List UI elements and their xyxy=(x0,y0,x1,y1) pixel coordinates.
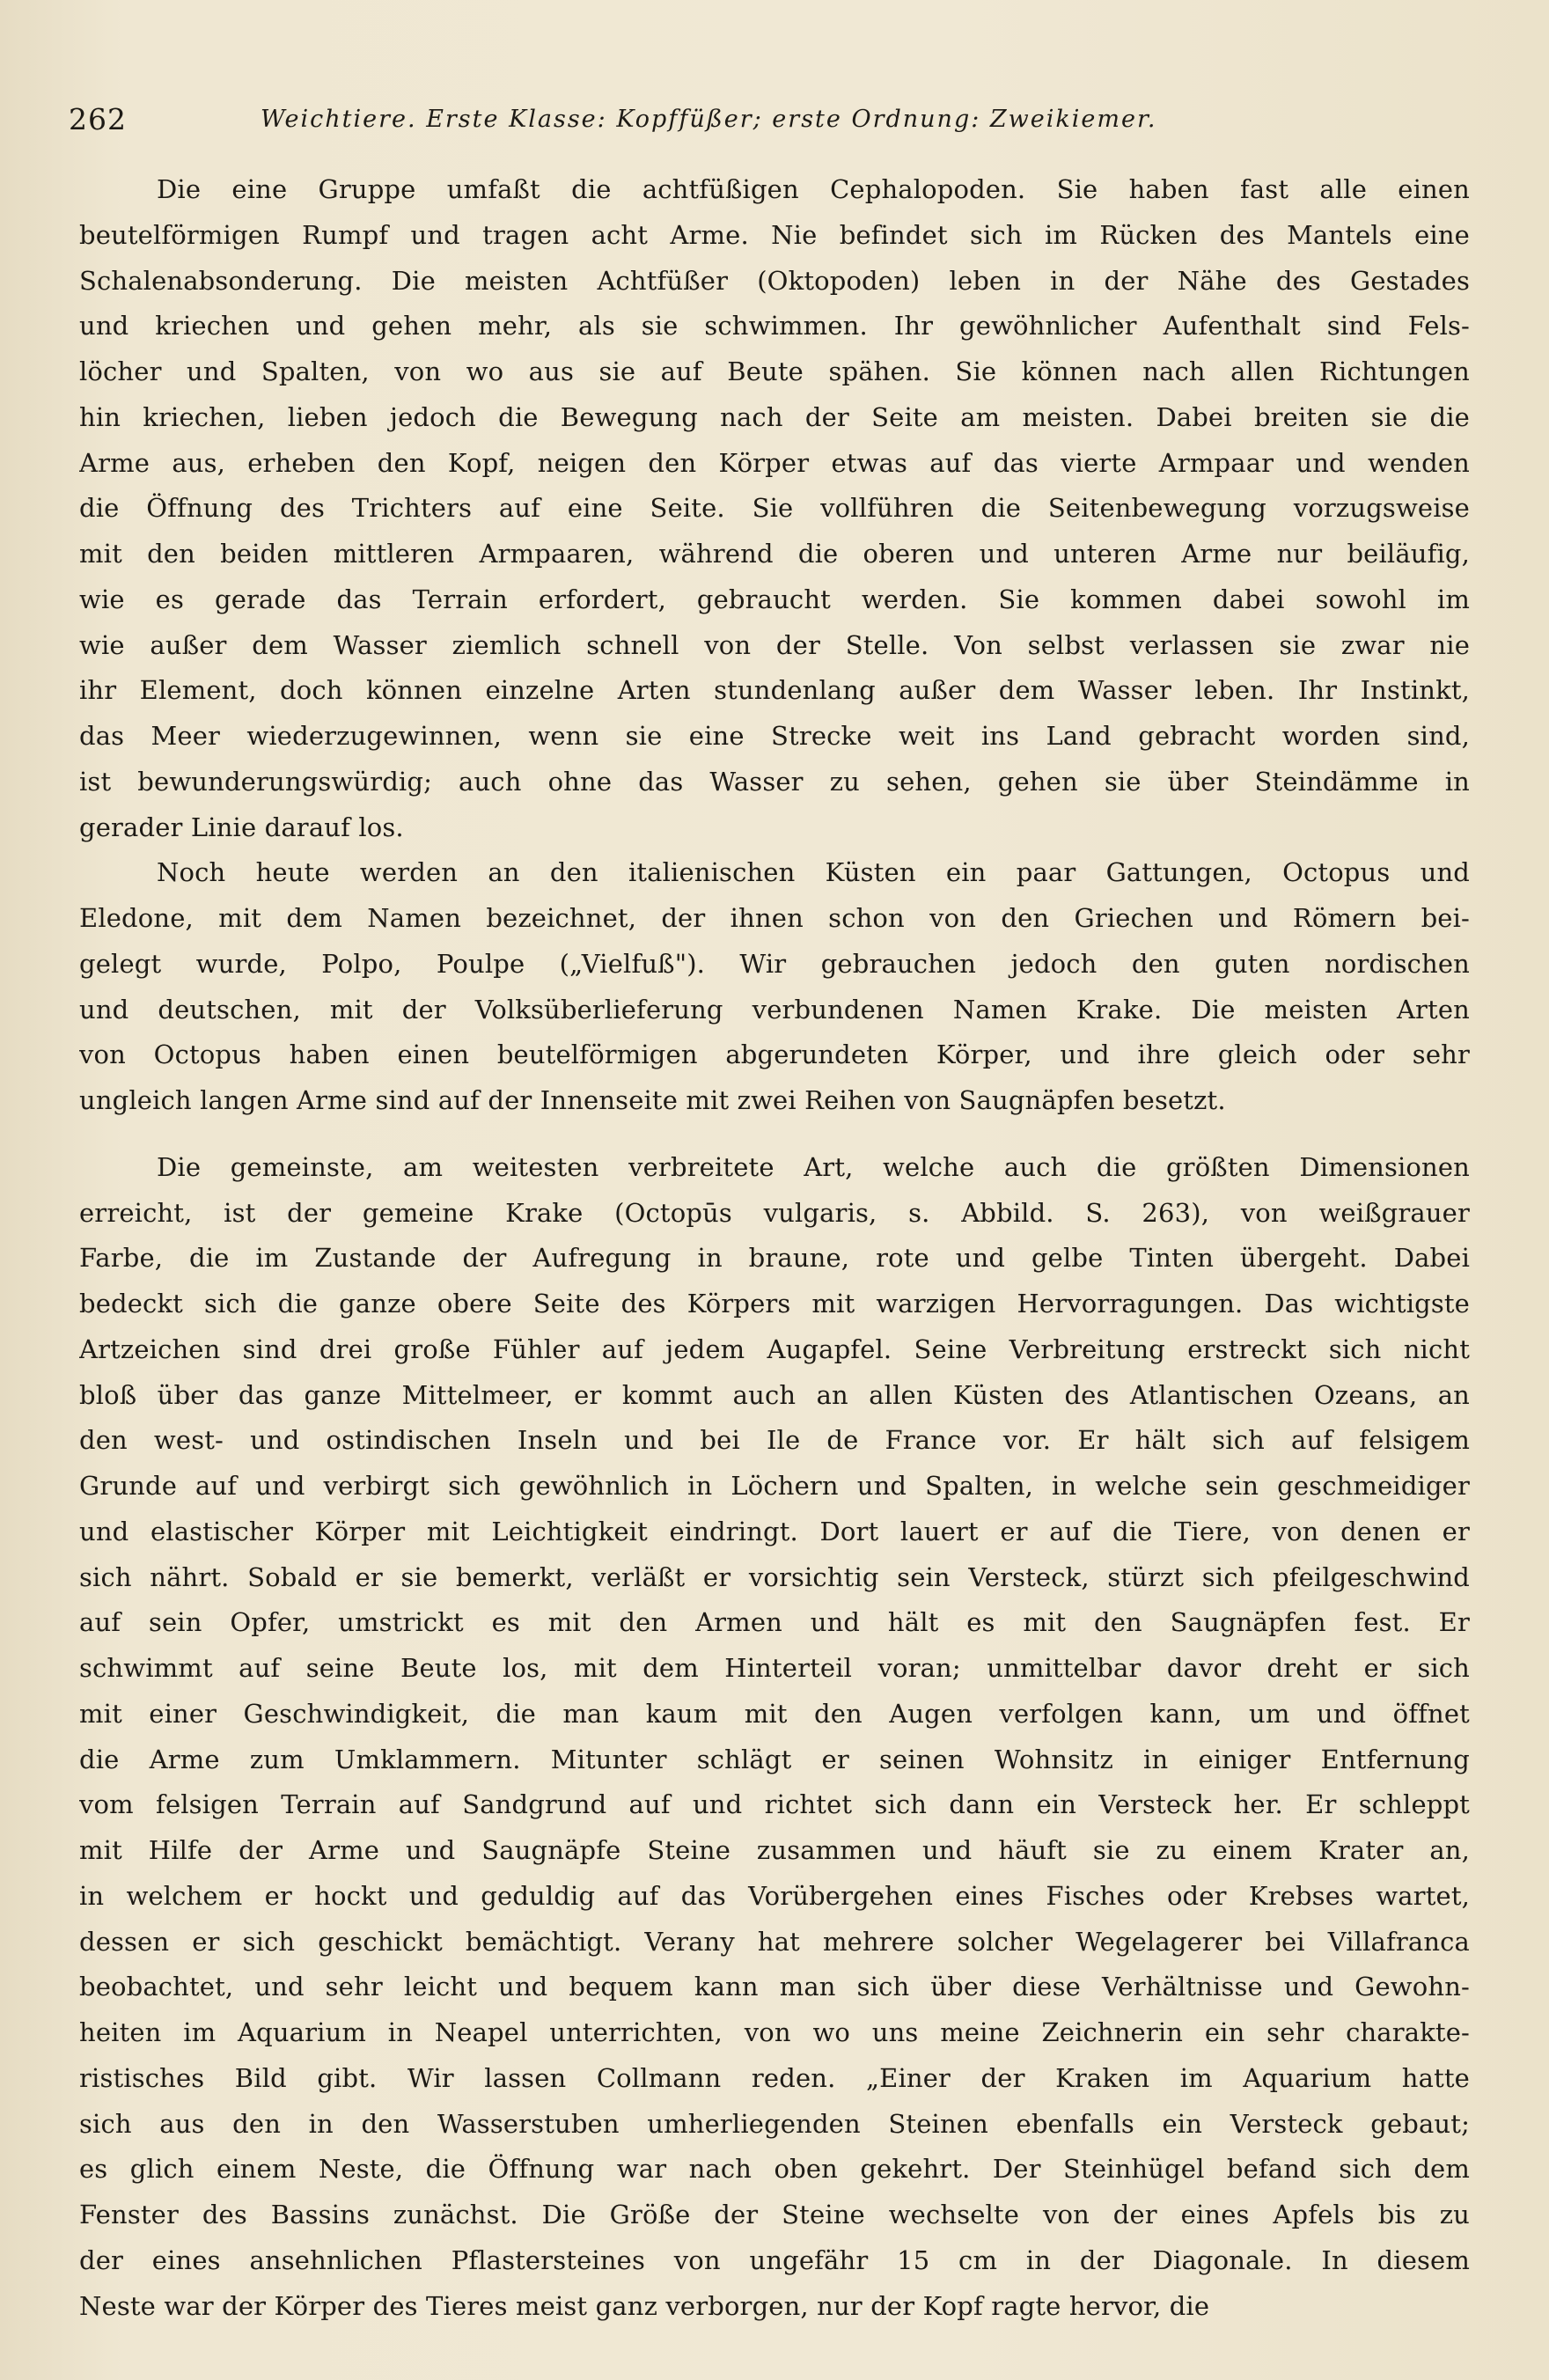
page-header xyxy=(69,102,1477,151)
text-line: und deutschen, mit der Volksüberlieferung verbundenen Namen Krake. Die meisten Arten xyxy=(79,994,1470,1025)
running-head: Weichtiere. Erste Klasse: Kopffüßer; erste Ordnung: Zweikiemer. xyxy=(261,106,1157,133)
body-text xyxy=(79,167,1470,2329)
paragraph xyxy=(79,850,1470,1124)
text-line: die Arme zum Umklammern. Mitunter schlägt er seinen Wohnsitz in einiger Entfernung xyxy=(79,1744,1470,1774)
text-line: es glich einem Neste, die Öffnung war nach oben gekehrt. Der Steinhügel befand sich dem xyxy=(79,2154,1470,2185)
text-line: Farbe, die im Zustande der Aufregung in braune, rote und gelbe Tinten übergeht. Dabei xyxy=(79,1243,1470,1274)
text-line: auf sein Opfer, umstrickt es mit den Armen und hält es mit den Saugnäpfen fest. Er xyxy=(79,1607,1470,1638)
text-line: ungleich langen Arme sind auf der Innenseite mit zwei Reihen von Saugnäpfen besetzt. xyxy=(79,1085,1226,1115)
text-line: der eines ansehnlichen Pflastersteines von ungefähr 15 cm in der Diagonale. In diesem xyxy=(79,2244,1470,2275)
text-line: bloß über das ganze Mittelmeer, er kommt auch an allen Küsten des Atlantischen Ozeans, an xyxy=(79,1379,1470,1410)
text-line: gerader Linie darauf los. xyxy=(79,812,404,842)
text-line: die Öffnung des Trichters auf eine Seite. Sie vollführen die Seitenbewegung vorzugsweise xyxy=(79,493,1470,524)
text-line: das Meer wiederzugewinnen, wenn sie eine Strecke weit ins Land gebracht worden sind, xyxy=(79,721,1470,751)
text-line: mit einer Geschwindigkeit, die man kaum mit den Augen verfolgen kann, um und öffnet xyxy=(79,1698,1470,1729)
text-line: Schalenabsonderung. Die meisten Achtfüßer (Oktopoden) leben in der Nähe des Gestades xyxy=(79,265,1470,296)
text-line: Eledone, mit dem Namen bezeichnet, der ihnen schon von den Griechen und Römern bei- xyxy=(79,903,1470,933)
text-line: mit Hilfe der Arme und Saugnäpfe Steine zusammen und häuft sie zu einem Krater an, xyxy=(79,1835,1470,1865)
text-line: ihr Element, doch können einzelne Arten stundenlang außer dem Wasser leben. Ihr Instinkt, xyxy=(79,675,1470,706)
text-line: schwimmt auf seine Beute los, mit dem Hinterteil voran; unmittelbar davor dreht er sich xyxy=(79,1653,1470,1683)
text-line: Neste war der Körper des Tieres meist ganz verborgen, nur der Kopf ragte hervor, die xyxy=(79,2290,1210,2321)
text-line: beutelförmigen Rumpf und tragen acht Arme. Nie befindet sich im Rücken des Mantels eine xyxy=(79,219,1470,250)
page-number: 262 xyxy=(69,102,127,136)
text-line: ist bewunderungswürdig; auch ohne das Wasser zu sehen, gehen sie über Steindämme in xyxy=(79,766,1470,797)
text-line: den west- und ostindischen Inseln und bei Ile de France vor. Er hält sich auf felsigem xyxy=(79,1425,1470,1456)
text-line: Arme aus, erheben den Kopf, neigen den Körper etwas auf das vierte Armpaar und wenden xyxy=(79,447,1470,478)
text-line: erreicht, ist der gemeine Krake (Octopūs vulgaris, s. Abbild. S. 263), von weißgrauer xyxy=(79,1197,1470,1228)
text-line: wie außer dem Wasser ziemlich schnell von der Stelle. Von selbst verlassen sie zwar nie xyxy=(79,629,1470,660)
text-line: löcher und Spalten, von wo aus sie auf Beute spähen. Sie können nach allen Richtungen xyxy=(79,356,1470,386)
text-line: von Octopus haben einen beutelförmigen abgerundeten Körper, und ihre gleich oder sehr xyxy=(79,1039,1470,1070)
text-line: Grunde auf und verbirgt sich gewöhnlich in Löchern und Spalten, in welche sein geschmeidiger xyxy=(79,1471,1470,1501)
text-line: Die gemeinste, am weitesten verbreitete Art, welche auch die größten Dimensionen xyxy=(157,1151,1470,1182)
text-line: in welchem er hockt und geduldig auf das Vorübergehen eines Fisches oder Krebses wartet, xyxy=(79,1880,1470,1911)
paragraph xyxy=(79,167,1470,850)
text-line: und kriechen und gehen mehr, als sie schwimmen. Ihr gewöhnlicher Aufenthalt sind Fels- xyxy=(79,311,1470,342)
text-line: und elastischer Körper mit Leichtigkeit eindringt. Dort lauert er auf die Tiere, von denen er xyxy=(79,1516,1470,1546)
text-line: Die eine Gruppe umfaßt die achtfüßigen Cephalopoden. Sie haben fast alle einen xyxy=(157,174,1470,204)
text-line: Artzeichen sind drei große Fühler auf jedem Augapfel. Seine Verbreitung erstreckt sich nicht xyxy=(79,1333,1470,1364)
text-line: beobachtet, und sehr leicht und bequem kann man sich über diese Verhältnisse und Gewohn- xyxy=(79,1972,1470,2002)
text-line: dessen er sich geschickt bemächtigt. Verany hat mehrere solcher Wegelagerer bei Villafranca xyxy=(79,1926,1470,1957)
text-line: sich aus den in den Wasserstuben umherliegenden Steinen ebenfalls ein Versteck gebaut; xyxy=(79,2108,1470,2139)
text-line: gelegt wurde, Polpo, Poulpe („Vielfuß"). Wir gebrauchen jedoch den guten nordischen xyxy=(79,948,1470,979)
paragraph xyxy=(79,1145,1470,2330)
text-line: sich nährt. Sobald er sie bemerkt, verläßt er vorsichtig sein Versteck, stürzt sich pfeilgeschwind xyxy=(79,1561,1470,1592)
text-line: ristisches Bild gibt. Wir lassen Collmann reden. „Einer der Kraken im Aquarium hatte xyxy=(79,2062,1470,2093)
text-line: heiten im Aquarium in Neapel unterrichten, von wo uns meine Zeichnerin ein sehr charakte- xyxy=(79,2017,1470,2047)
text-line: mit den beiden mittleren Armpaaren, während die oberen und unteren Arme nur beiläufig, xyxy=(79,539,1470,569)
text-line: vom felsigen Terrain auf Sandgrund auf und richtet sich dann ein Versteck her. Er schleppt xyxy=(79,1789,1470,1820)
text-line: wie es gerade das Terrain erfordert, gebraucht werden. Sie kommen dabei sowohl im xyxy=(79,584,1470,614)
text-line: bedeckt sich die ganze obere Seite des Körpers mit warzigen Hervorragungen. Das wichtigste xyxy=(79,1289,1470,1319)
text-line: hin kriechen, lieben jedoch die Bewegung nach der Seite am meisten. Dabei breiten sie die xyxy=(79,401,1470,432)
text-line: Noch heute werden an den italienischen Küsten ein paar Gattungen, Octopus und xyxy=(157,857,1470,888)
text-line: Fenster des Bassins zunächst. Die Größe der Steine wechselte von der eines Apfels bis zu xyxy=(79,2200,1470,2229)
